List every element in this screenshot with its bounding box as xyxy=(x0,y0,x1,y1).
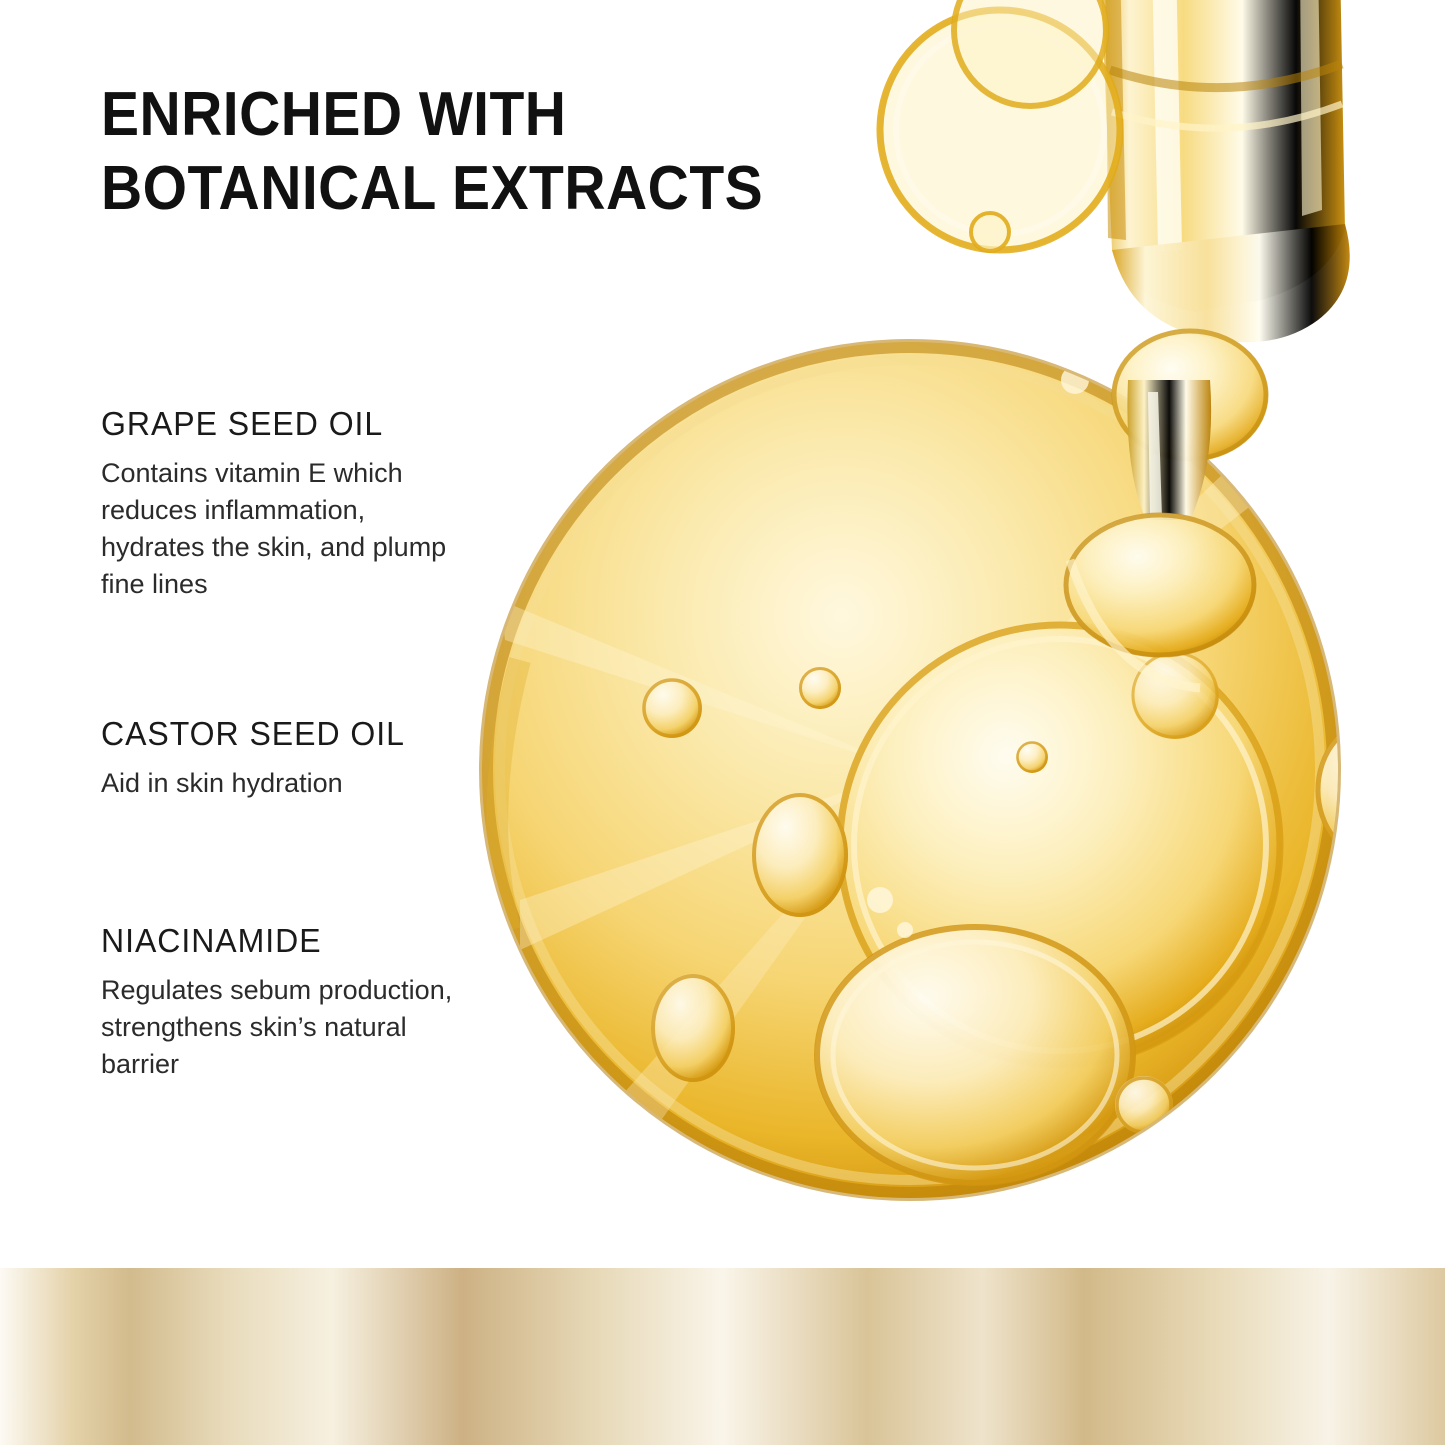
ingredient-niacinamide xyxy=(101,922,501,1083)
spacer xyxy=(101,802,501,922)
floating-bubbles xyxy=(878,0,1122,252)
ingredient-title: NIACINAMIDE xyxy=(101,922,322,959)
headline-line-1: ENRICHED WITH xyxy=(101,80,567,149)
ingredient-title: GRAPE SEED OIL xyxy=(101,405,384,442)
headline xyxy=(101,78,821,226)
spacer xyxy=(101,603,501,715)
headline-line-2: BOTANICAL EXTRACTS xyxy=(101,154,764,223)
ingredient-description: Aid in skin hydration xyxy=(101,768,343,798)
ingredient-grape-seed-oil xyxy=(101,405,501,603)
ingredient-castor-seed-oil xyxy=(101,715,501,802)
pipette-glass xyxy=(1064,0,1350,688)
gold-gradient-band xyxy=(0,1268,1445,1445)
ingredient-description: Contains vitamin E which reduces inflammation, hydrates the skin, and plump fine lines xyxy=(101,458,447,599)
ingredient-title: CASTOR SEED OIL xyxy=(101,715,405,752)
ingredient-list xyxy=(101,405,501,1083)
ingredient-description: Regulates sebum production, strengthens skin’s natural barrier xyxy=(101,975,453,1079)
